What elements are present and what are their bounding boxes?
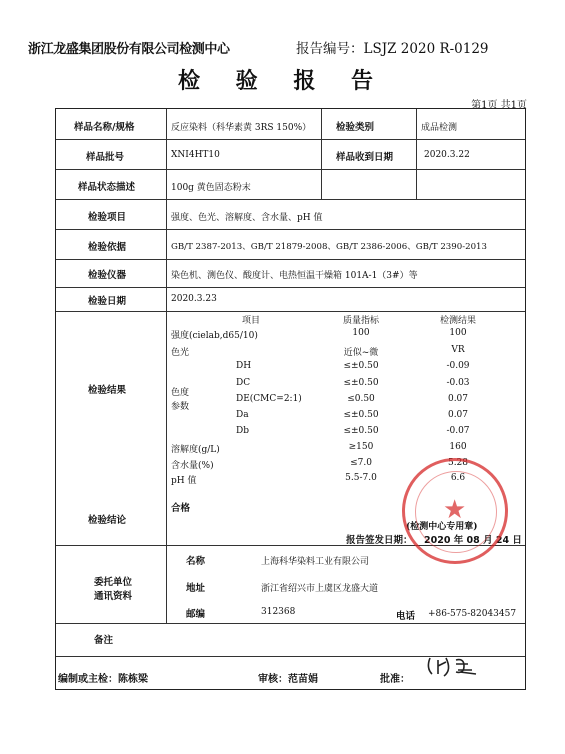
param-spec: ≤±0.50 (343, 426, 379, 436)
strength-spec: 100 (352, 328, 370, 338)
date-label: 检验日期 (88, 296, 127, 307)
client-address-label: 地址 (186, 583, 206, 594)
ph-result: 6.6 (450, 473, 466, 483)
moisture-label: 含水量(%) (171, 461, 214, 471)
param-result: -0.07 (446, 426, 470, 436)
shade-result: VR (451, 345, 465, 355)
moisture-result: 5.28 (447, 458, 469, 468)
company-name: 浙江龙盛集团股份有限公司检测中心 (28, 42, 230, 57)
conclusion-value: 合格 (171, 503, 191, 514)
ph-label: pH 值 (171, 476, 197, 486)
basis-label: 检验依据 (88, 242, 127, 253)
param-spec: ≤±0.50 (343, 410, 379, 420)
issue-date: 2020 年 08 月 24 日 (424, 535, 522, 546)
conclusion-label: 检验结论 (88, 515, 127, 526)
sample-name-value: 反应染料（科华素黄 3RS 150%） (171, 123, 312, 133)
client-address-value: 浙江省绍兴市上虞区龙盛大道 (261, 584, 379, 594)
moisture-spec: ≤7.0 (350, 458, 372, 468)
param-name: Db (236, 426, 249, 436)
client-name-value: 上海科华染料工业有限公司 (261, 557, 370, 567)
report-title: 检 验 报 告 (178, 69, 387, 94)
state-label: 样品状态描述 (78, 182, 136, 193)
solubility-spec: ≥150 (348, 442, 374, 452)
client-name-label: 名称 (186, 556, 206, 567)
results-label: 检验结果 (88, 385, 127, 396)
category-value: 成品检测 (421, 123, 458, 133)
state-value: 100g 黄色固态粉末 (171, 183, 251, 193)
param-result: -0.03 (446, 378, 470, 388)
official-seal: ★ (402, 458, 508, 564)
batch-value: XNI4HT10 (171, 150, 220, 160)
strength-result: 100 (449, 328, 467, 338)
color-param-label-1: 色度 (171, 388, 190, 398)
received-label: 样品收到日期 (336, 152, 394, 163)
batch-label: 样品批号 (86, 152, 125, 163)
col-spec-header: 质量指标 (342, 316, 379, 326)
param-spec: ≤0.50 (347, 394, 375, 404)
remarks-label: 备注 (94, 635, 114, 646)
seal-note: (检测中心专用章) (406, 522, 478, 532)
phone-value: +86-575-82043457 (428, 609, 517, 619)
param-name: Da (236, 410, 249, 420)
shade-label: 色光 (171, 348, 190, 358)
shade-spec: 近似~微 (343, 348, 379, 358)
col-item-header: 项目 (241, 316, 260, 326)
param-name: DC (236, 378, 251, 388)
author-signature-line: 编制或主检：陈栋梁 (58, 674, 148, 685)
category-label: 检验类别 (336, 122, 375, 133)
color-param-label-2: 参数 (171, 402, 190, 412)
report-number: 报告编号：LSJZ 2020 R-0129 (296, 41, 489, 57)
param-result: 0.07 (447, 410, 469, 420)
client-label-2: 通讯资料 (94, 591, 133, 602)
param-name: DH (236, 361, 252, 371)
items-label: 检验项目 (88, 212, 127, 223)
instruments-value: 染色机、测色仪、酸度计、电热恒温干燥箱 101A-1（3#）等 (171, 271, 418, 281)
date-value: 2020.3.23 (171, 294, 217, 304)
ph-spec: 5.5-7.0 (345, 473, 377, 483)
basis-value: GB/T 2387-2013、GB/T 21879-2008、GB/T 2386-2006、GB/T 2390-2013 (171, 242, 487, 252)
solubility-label: 溶解度(g/L) (171, 445, 220, 455)
instruments-label: 检验仪器 (88, 270, 127, 281)
param-name: DE(CMC=2:1) (236, 394, 302, 404)
param-spec: ≤±0.50 (343, 378, 379, 388)
sample-name-label: 样品名称/规格 (74, 122, 135, 133)
approver-handwritten-signature (424, 652, 484, 680)
solubility-result: 160 (449, 442, 467, 452)
col-result-header: 检测结果 (439, 316, 476, 326)
param-spec: ≤±0.50 (343, 361, 379, 371)
report-table (55, 108, 526, 690)
param-result: 0.07 (447, 394, 469, 404)
approver-label: 批准： (380, 674, 410, 685)
page-indicator: 第1页 共1页 (471, 100, 527, 111)
items-value: 强度、色光、溶解度、含水量、pH 值 (171, 213, 323, 223)
received-value: 2020.3.22 (424, 150, 470, 160)
reviewer-signature-line: 审核：范苗娟 (258, 674, 318, 685)
postcode-label: 邮编 (186, 609, 206, 620)
client-label-1: 委托单位 (94, 577, 133, 588)
phone-label: 电话 (396, 611, 416, 622)
issue-label: 报告签发日期： (346, 535, 413, 546)
param-result: -0.09 (446, 361, 470, 371)
postcode-value: 312368 (261, 607, 296, 617)
strength-label: 强度(cielab,d65/10) (171, 331, 258, 341)
